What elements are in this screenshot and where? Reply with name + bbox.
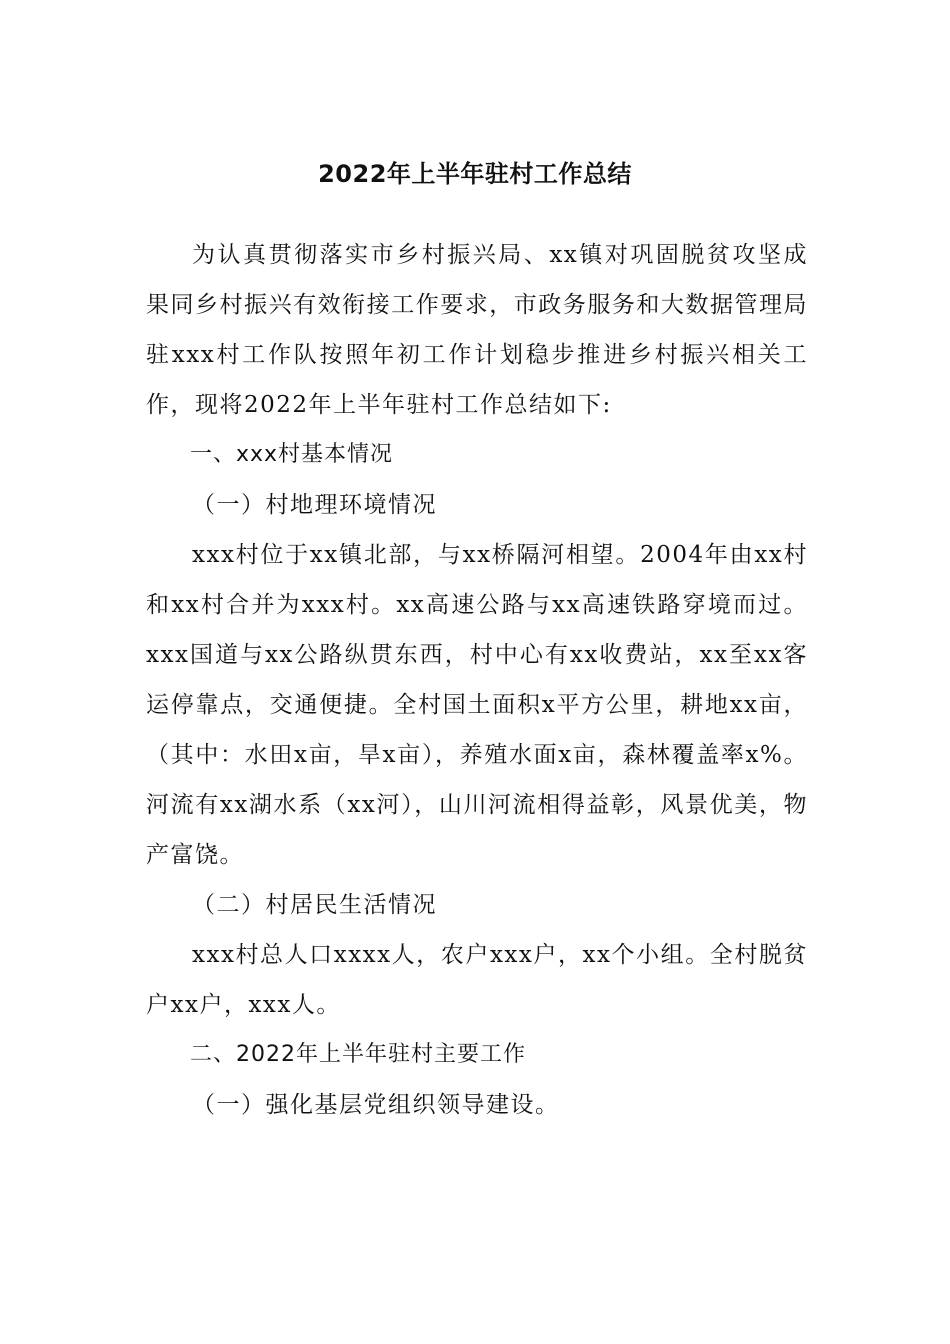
intro-paragraph: 为认真贯彻落实市乡村振兴局、xx镇对巩固脱贫攻坚成果同乡村振兴有效衔接工作要求，市政务服务和大数据管理局驻xxx村工作队按照年初工作计划稳步推进乡村振兴相关工作，现将2022年上半年驻村工作总结如下: (146, 242, 808, 418)
section-1-1-heading: （一）村地理环境情况 (192, 492, 437, 518)
section-1-heading: 一、xxx村基本情况 (190, 442, 394, 467)
section-2-heading: 二、2022年上半年驻村主要工作 (190, 1042, 526, 1067)
section-2-1-heading: （一）强化基层党组织领导建设。 (192, 1092, 560, 1118)
document-title: 2022年上半年驻村工作总结 (318, 160, 632, 188)
section-1-2-heading: （二）村居民生活情况 (192, 892, 437, 918)
document-body (146, 230, 808, 1130)
section-1-2-paragraph: xxx村总人口xxxx人，农户xxx户，xx个小组。全村脱贫户xx户，xxx人。 (146, 942, 808, 1018)
section-1-1-paragraph: xxx村位于xx镇北部，与xx桥隔河相望。2004年由xx村和xx村合并为xxx村。xx高速公路与xx高速铁路穿境而过。xxx国道与xx公路纵贯东西，村中心有xx收费站，xx至xx客运停靠点，交通便捷。全村国土面积x平方公里，耕地xx亩，（其中：水田x亩，旱x亩），养殖水面x亩，森林覆盖率x%。河流有xx湖水系（xx河），山川河流相得益彰，风景优美，物产富饶。 (146, 542, 808, 868)
